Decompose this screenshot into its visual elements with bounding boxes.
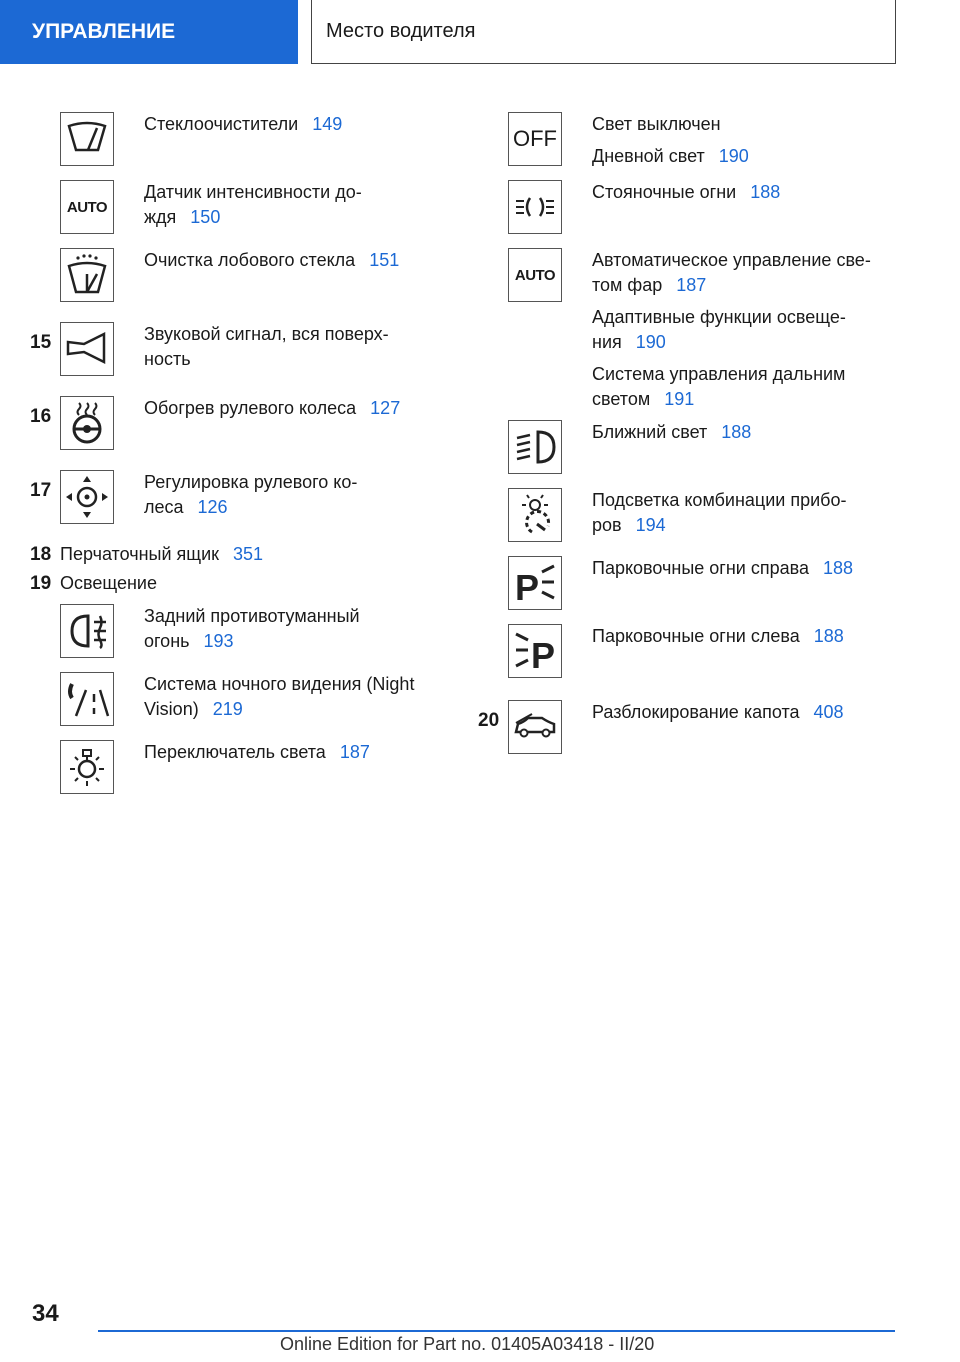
footer-divider bbox=[98, 1330, 895, 1332]
parking-light-right-icon bbox=[508, 556, 562, 610]
list-item bbox=[30, 604, 440, 672]
icon-label: OFF bbox=[513, 126, 557, 151]
list-item bbox=[30, 180, 440, 248]
list-entry: Парковочные огни справа 188 bbox=[592, 558, 854, 578]
rear-fog-light-icon bbox=[60, 604, 114, 658]
list-entry: Регулировка рулевого ко- леса 126 bbox=[144, 472, 358, 517]
page-ref[interactable]: 351 bbox=[233, 544, 264, 564]
list-entry: Парковочные огни слева 188 bbox=[592, 626, 844, 646]
page-ref[interactable]: 188 bbox=[750, 182, 781, 202]
list-item bbox=[30, 470, 440, 546]
parking-light-left-icon bbox=[508, 624, 562, 678]
list-item bbox=[478, 624, 898, 700]
list-item bbox=[478, 488, 898, 556]
hood-release-icon bbox=[508, 700, 562, 754]
page-ref[interactable]: 219 bbox=[212, 699, 243, 719]
icon-label: AUTO bbox=[66, 198, 108, 216]
wiper-icon bbox=[60, 112, 114, 166]
list-entry: Подсветка комбинации прибо- ров 194 bbox=[592, 490, 847, 535]
horn-icon bbox=[60, 322, 114, 376]
list-entry: Стеклоочистители 149 bbox=[144, 114, 343, 134]
page-title: Место водителя bbox=[311, 0, 896, 64]
list-entry: Разблокирование капота 408 bbox=[592, 702, 844, 722]
steering-wheel-adjust-icon bbox=[60, 470, 114, 524]
edition-footer: Online Edition for Part no. 01405A03418 - II/20 bbox=[280, 1334, 655, 1354]
steering-wheel-heating-icon bbox=[60, 396, 114, 450]
list-item bbox=[478, 248, 898, 420]
list-entry: Система управления дальним светом 191 bbox=[592, 364, 846, 409]
item-number: 16 bbox=[30, 406, 52, 427]
light-switch-icon bbox=[60, 740, 114, 794]
instrument-lighting-icon bbox=[508, 488, 562, 542]
list-entry: Звуковой сигнал, вся поверх- ность bbox=[144, 324, 389, 369]
item-number bbox=[478, 112, 508, 122]
svg-text:P: P bbox=[531, 635, 556, 674]
list-entry: Адаптивные функции освеще- ния 190 bbox=[592, 307, 846, 352]
night-vision-icon bbox=[60, 672, 114, 726]
page-ref[interactable]: 190 bbox=[718, 146, 749, 166]
item-number: 19 bbox=[30, 573, 52, 594]
list-entry: Датчик интенсивности до- ждя 150 bbox=[144, 182, 362, 227]
page-ref[interactable]: 187 bbox=[676, 275, 707, 295]
item-number bbox=[30, 248, 60, 258]
auto-rain-sensor-icon bbox=[60, 180, 114, 234]
page-ref[interactable]: 127 bbox=[370, 398, 401, 418]
list-item bbox=[30, 322, 440, 396]
left-column bbox=[30, 112, 440, 808]
page-ref[interactable]: 188 bbox=[813, 626, 844, 646]
page-ref[interactable]: 151 bbox=[369, 250, 400, 270]
list-entry: Обогрев рулевого колеса 127 bbox=[144, 398, 401, 418]
list-entry: Задний противотуманный огонь 193 bbox=[144, 606, 360, 651]
list-item bbox=[30, 571, 440, 596]
item-number: 15 bbox=[30, 332, 52, 353]
lights-off-icon bbox=[508, 112, 562, 166]
page-ref[interactable]: 149 bbox=[312, 114, 343, 134]
right-column bbox=[478, 112, 898, 768]
item-number: 17 bbox=[30, 480, 52, 501]
item-text: Освещение bbox=[60, 573, 157, 593]
page-ref[interactable]: 188 bbox=[721, 422, 752, 442]
list-item bbox=[30, 396, 440, 470]
item-text: Перчаточный ящик bbox=[60, 544, 220, 564]
list-entry: Стояночные огни 188 bbox=[592, 182, 781, 202]
list-item bbox=[478, 112, 898, 180]
icon-label: AUTO bbox=[514, 266, 556, 284]
item-number bbox=[30, 180, 60, 190]
page-ref[interactable]: 188 bbox=[823, 558, 854, 578]
page-ref[interactable]: 408 bbox=[813, 702, 844, 722]
parking-lights-icon bbox=[508, 180, 562, 234]
low-beam-icon bbox=[508, 420, 562, 474]
list-item bbox=[30, 672, 440, 740]
list-entry: Ближний свет 188 bbox=[592, 422, 752, 442]
list-item bbox=[478, 420, 898, 488]
item-number bbox=[30, 112, 60, 122]
list-entry: Автоматическое управление све- том фар 187 bbox=[592, 250, 871, 295]
page-ref[interactable]: 194 bbox=[635, 515, 666, 535]
page-ref[interactable]: 193 bbox=[203, 631, 234, 651]
item-number: 18 bbox=[30, 544, 52, 565]
page-ref[interactable]: 191 bbox=[664, 389, 695, 409]
list-item bbox=[478, 180, 898, 248]
list-item bbox=[30, 248, 440, 322]
item-number: 20 bbox=[478, 710, 500, 731]
list-item bbox=[30, 740, 440, 808]
list-entry: Очистка лобового стекла 151 bbox=[144, 250, 400, 270]
page-ref[interactable]: 150 bbox=[190, 207, 221, 227]
svg-text:P: P bbox=[515, 567, 540, 606]
list-entry: Переключатель света 187 bbox=[144, 742, 370, 762]
windshield-washer-icon bbox=[60, 248, 114, 302]
auto-headlight-icon bbox=[508, 248, 562, 302]
list-item bbox=[30, 112, 440, 180]
page-ref[interactable]: 126 bbox=[197, 497, 228, 517]
page-ref[interactable]: 187 bbox=[339, 742, 370, 762]
page-number: 34 bbox=[32, 1300, 59, 1327]
list-entry: Дневной свет 190 bbox=[592, 146, 749, 166]
section-tab: УПРАВЛЕНИЕ bbox=[0, 0, 298, 64]
page-ref[interactable]: 190 bbox=[635, 332, 666, 352]
list-item bbox=[478, 700, 898, 768]
list-entry: Свет выключен bbox=[592, 114, 721, 134]
list-item bbox=[478, 556, 898, 624]
list-entry: Система ночного видения (Night Vision) 219 bbox=[144, 674, 415, 719]
